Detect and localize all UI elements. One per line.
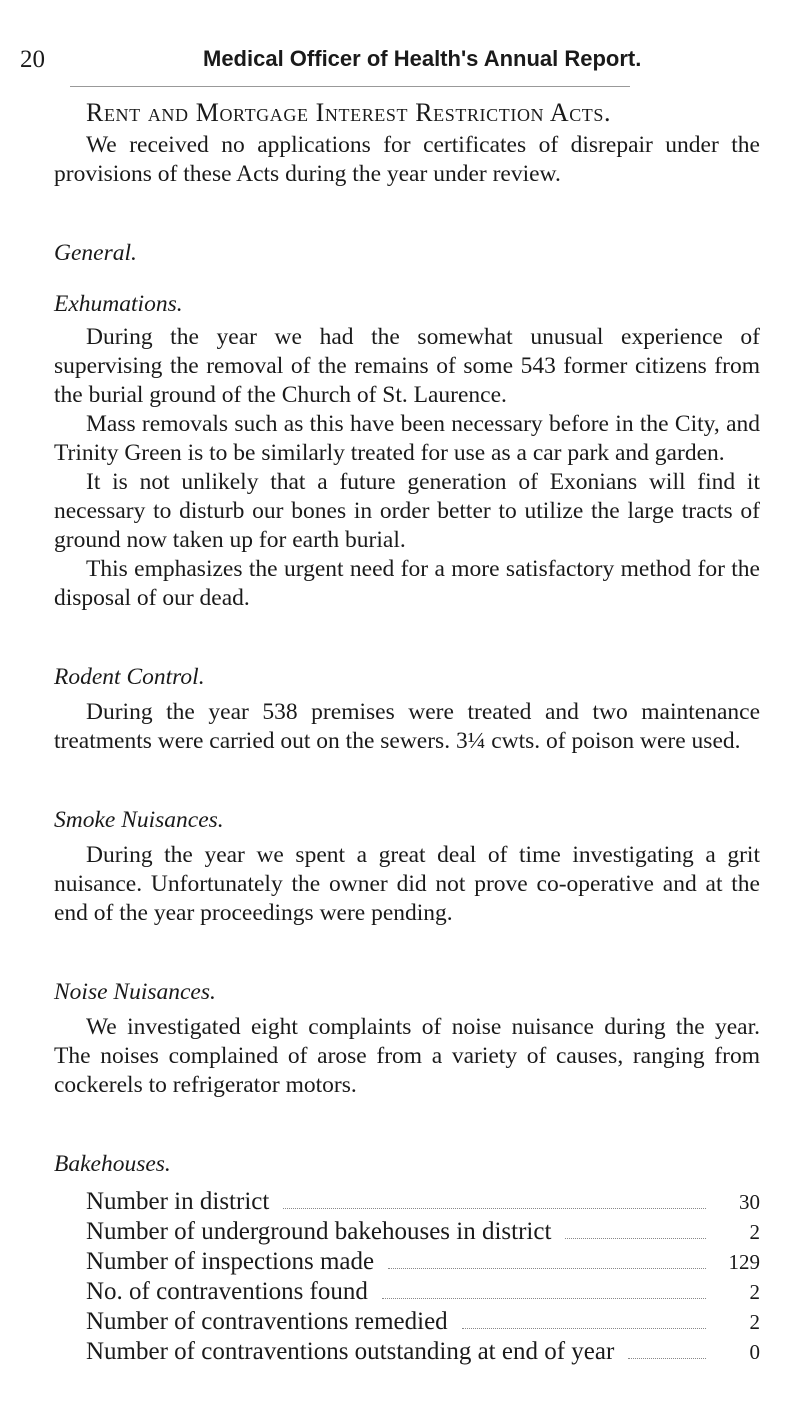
dot-leader: [565, 1238, 706, 1239]
rodent-paragraph: During the year 538 premises were treated and two maintenance treatments were carried out on the sewers. 3¼ cwts. of poison were used.: [54, 699, 760, 754]
row-label: Number of contraventions outstanding at end of year: [86, 1338, 615, 1365]
header-rule: [70, 86, 630, 87]
page-content: [54, 98, 760, 1367]
rent-paragraph: We received no applications for certificates of disrepair under the provisions of these Acts during the year under review.: [54, 132, 760, 187]
exhumations-paragraph-3: It is not unlikely that a future generation of Exonians will find it necessary to disturb our bones in order better to utilize the large tracts of ground now taken up for earth burial.: [54, 469, 760, 553]
dot-leader: [382, 1298, 706, 1299]
exhumations-heading: Exhumations.: [54, 291, 183, 317]
row-value: 2: [749, 1280, 760, 1304]
running-head: Medical Officer of Health's Annual Report.: [203, 46, 642, 71]
smoke-paragraph: During the year we spent a great deal of time investigating a grit nuisance. Unfortunately the owner did not prove co-operative and at the end of the year proceedings were pending.: [54, 842, 760, 926]
bakehouses-table: [86, 1187, 760, 1367]
dot-leader: [628, 1358, 706, 1359]
bakehouses-section: [54, 1150, 760, 1367]
table-row: [86, 1337, 760, 1367]
row-label: Number of inspections made: [86, 1248, 375, 1275]
table-row: [86, 1217, 760, 1247]
rodent-section: [54, 663, 760, 756]
row-value: 2: [749, 1220, 760, 1244]
general-section: [54, 239, 760, 613]
dot-leader: [388, 1268, 706, 1269]
table-row: [86, 1307, 760, 1337]
rodent-heading: Rodent Control.: [54, 664, 205, 690]
table-row: [86, 1187, 760, 1217]
page-number: 20: [20, 46, 45, 73]
row-value: 2: [749, 1310, 760, 1334]
exhumations-paragraph-2: Mass removals such as this have been necessary before in the City, and Trinity Green is to be similarly treated for use as a car park and garden.: [54, 411, 760, 466]
table-row: [86, 1247, 760, 1277]
noise-heading: Noise Nuisances.: [54, 979, 216, 1005]
row-label: No. of contraventions found: [86, 1278, 368, 1305]
row-value: 30: [739, 1190, 760, 1214]
smoke-section: [54, 806, 760, 928]
table-row: [86, 1277, 760, 1307]
exhumations-paragraph-4: This emphasizes the urgent need for a more satisfactory method for the disposal of our dead.: [54, 556, 760, 611]
dot-leader: [462, 1328, 706, 1329]
row-label: Number of underground bakehouses in district: [86, 1218, 552, 1245]
row-value: 0: [749, 1340, 760, 1364]
row-value: 129: [728, 1250, 760, 1274]
noise-section: [54, 978, 760, 1100]
bakehouses-heading: Bakehouses.: [54, 1151, 171, 1177]
rent-section: [54, 98, 760, 189]
row-label: Number of contraventions remedied: [86, 1308, 448, 1335]
dot-leader: [283, 1208, 706, 1209]
rent-heading: Rent and Mortgage Interest Restriction Acts.: [86, 98, 612, 127]
noise-paragraph: We investigated eight complaints of noise nuisance during the year. The noises complained of arose from a variety of causes, ranging from cockerels to refrigerator motors.: [54, 1014, 760, 1098]
general-heading: General.: [54, 240, 137, 266]
row-label: Number in district: [86, 1188, 270, 1215]
exhumations-paragraph-1: During the year we had the somewhat unusual experience of supervising the removal of the remains of some 543 former citizens from the burial ground of the Church of St. Laurence.: [54, 324, 760, 408]
page-header: [20, 46, 780, 82]
smoke-heading: Smoke Nuisances.: [54, 807, 224, 833]
